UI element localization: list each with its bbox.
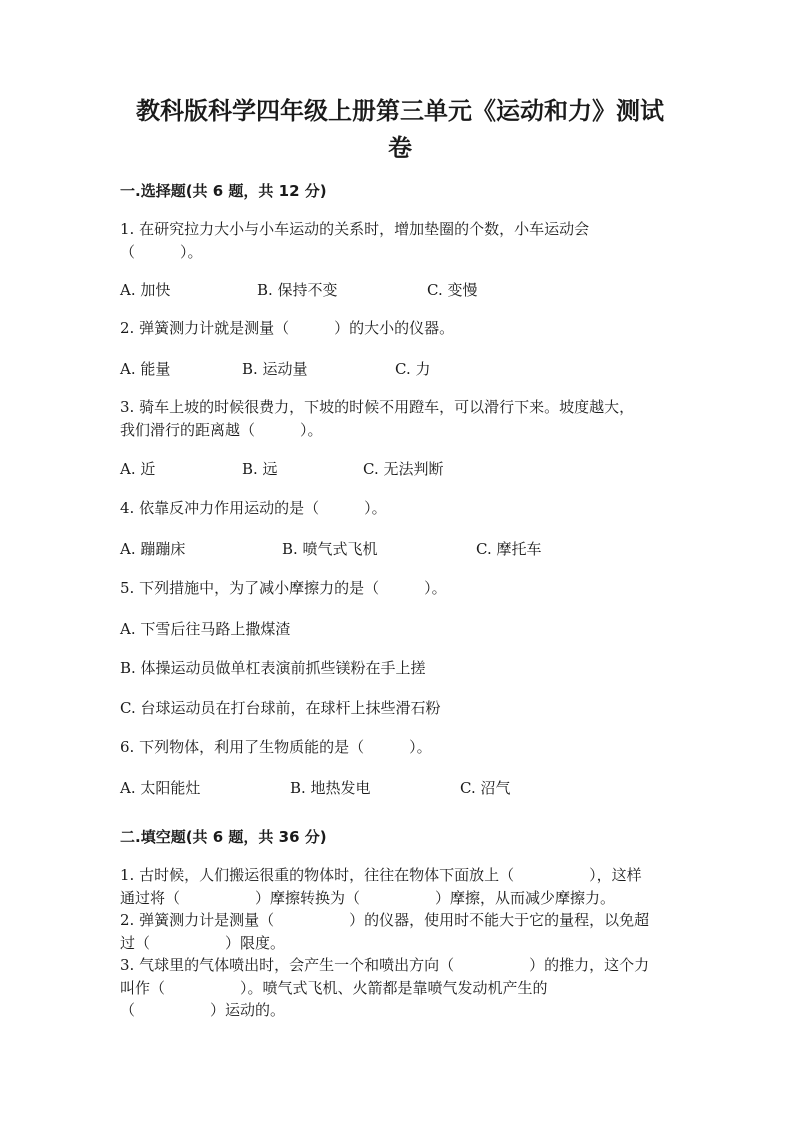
option-c: C. 台球运动员在打台球前，在球杆上抹些滑石粉: [120, 699, 441, 717]
question-3-line-1: 3. 骑车上坡的时候很费力，下坡的时候不用蹬车，可以滑行下来。坡度越大，: [120, 398, 635, 416]
page-title: [100, 93, 700, 167]
fill-line-7: （ ）运动的。: [120, 1001, 286, 1019]
option-b: B. 喷气式飞机: [282, 540, 378, 558]
option-c: C. 力: [395, 360, 431, 378]
question-6-line-1: 6. 下列物体，利用了生物质能的是（ ）。: [120, 738, 432, 756]
option-a: A. 近: [120, 460, 156, 478]
option-a: A. 太阳能灶: [120, 779, 201, 797]
question-6-options: [120, 777, 680, 799]
fill-line-4: 过（ ）限度。: [120, 933, 286, 952]
title-line-1: 教科版科学四年级上册第三单元《运动和力》测试: [136, 97, 664, 125]
title-line-2: 卷: [388, 134, 412, 162]
question-5-line-1: 5. 下列措施中，为了减小摩擦力的是（ ）。: [120, 579, 447, 597]
question-2-line-1: 2. 弹簧测力计就是测量（ ）的大小的仪器。: [120, 319, 455, 337]
fill-line-3: 2. 弹簧测力计是测量（ ）的仪器，使用时不能大于它的量程，以免超: [120, 911, 650, 929]
option-a: A. 加快: [120, 281, 171, 299]
question-4: [120, 497, 680, 520]
fill-line-2: 通过将（ ）摩擦转换为（ ）摩擦，从而减少摩擦力。: [120, 888, 616, 907]
question-1: [120, 218, 680, 264]
question-5-option-c-row: [120, 697, 680, 719]
question-5: [120, 577, 680, 600]
question-4-line-1: 4. 依靠反冲力作用运动的是（ ）。: [120, 499, 387, 517]
option-b: B. 地热发电: [290, 779, 371, 797]
question-5-option-b-row: [120, 657, 680, 679]
section-2-heading: 二.填空题(共 6 题，共 36 分): [120, 828, 327, 846]
question-2-options: [120, 358, 680, 380]
question-6: [120, 736, 680, 759]
question-1-options: [120, 279, 680, 301]
question-3-options: [120, 458, 680, 480]
option-b: B. 远: [242, 460, 278, 478]
option-c: C. 摩托车: [476, 540, 542, 558]
fill-line-5: 3. 气球里的气体喷出时，会产生一个和喷出方向（ ）的推力，这个力: [120, 956, 650, 974]
fill-in-questions: [120, 864, 680, 1022]
option-c: C. 无法判断: [363, 460, 444, 478]
option-b: B. 保持不变: [257, 281, 338, 299]
question-3-line-2: 我们滑行的距离越（ ）。: [120, 421, 323, 439]
option-c: C. 变慢: [427, 281, 478, 299]
question-3: [120, 396, 680, 442]
fill-line-6: 叫作（ ）。喷气式飞机、火箭都是靠喷气发动机产生的: [120, 978, 548, 997]
question-4-options: [120, 538, 680, 560]
fill-line-1: 1. 古时候，人们搬运很重的物体时，往往在物体下面放上（ ），这样: [120, 866, 642, 884]
question-1-line-1: 1. 在研究拉力大小与小车运动的关系时，增加垫圈的个数，小车运动会: [120, 220, 590, 238]
question-5-option-a-row: [120, 618, 680, 640]
question-1-line-2: （ ）。: [120, 243, 203, 261]
option-b: B. 体操运动员做单杠表演前抓些镁粉在手上搓: [120, 659, 426, 677]
option-c: C. 沼气: [460, 779, 511, 797]
option-a: A. 能量: [120, 360, 171, 378]
option-b: B. 运动量: [242, 360, 308, 378]
option-a: A. 下雪后往马路上撒煤渣: [120, 620, 291, 638]
question-2: [120, 317, 680, 340]
section-1-heading: 一.选择题(共 6 题，共 12 分): [120, 182, 327, 200]
option-a: A. 蹦蹦床: [120, 540, 186, 558]
